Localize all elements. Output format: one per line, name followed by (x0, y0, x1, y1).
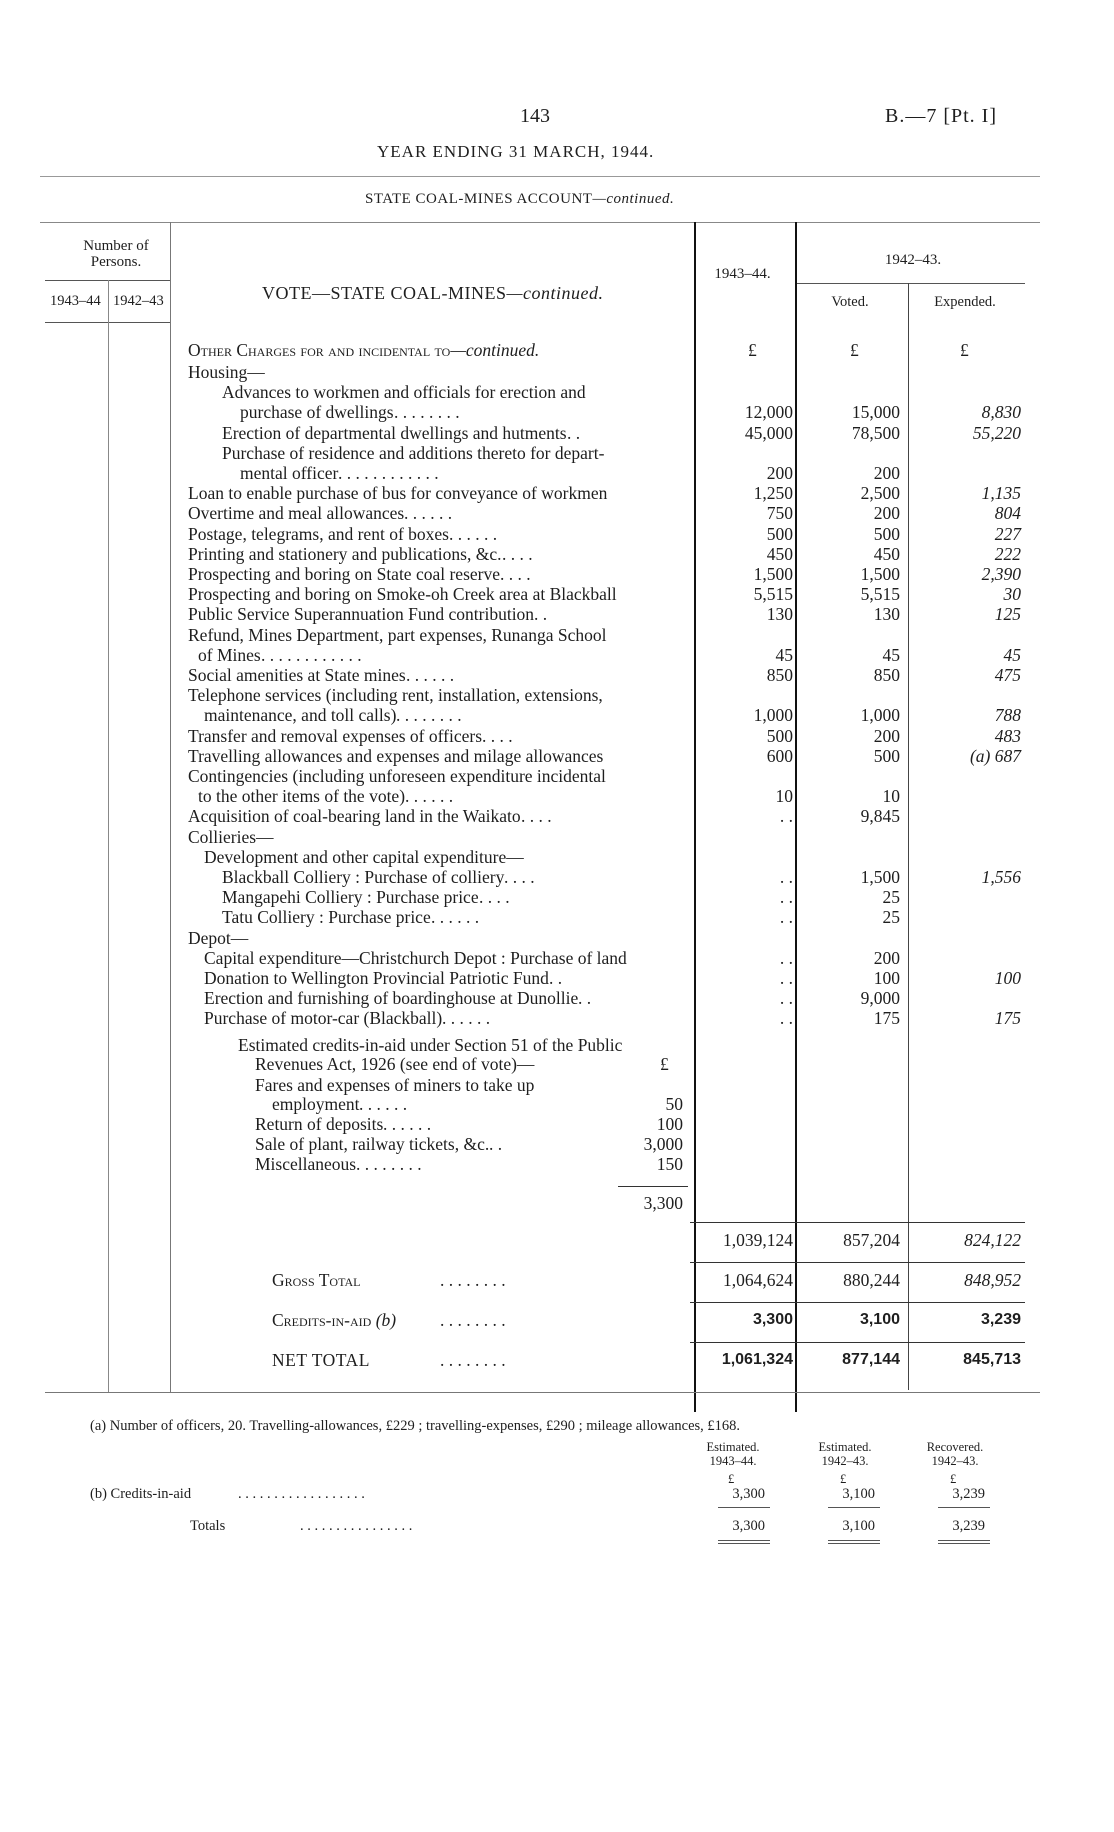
item-description: Social amenities at State mines (188, 665, 406, 685)
amount-1943: 850 (766, 665, 793, 685)
amount-voted: 200 (873, 947, 900, 968)
fn-row-b-1: 3,300 (732, 1486, 765, 1502)
item-leader-dots: . . . . . . (442, 1008, 491, 1029)
item-leader-dots: . . . . (521, 806, 552, 827)
item-leader-dots: . . . . . . (405, 786, 454, 807)
amount-1943: . . (779, 907, 793, 928)
table-row (0, 665, 1114, 685)
amount-1943: . . (779, 887, 793, 908)
item-description: Housing— (188, 362, 265, 382)
item-description: Contingencies (including unforeseen expenditure incidental (188, 766, 606, 786)
fn-dbl-rule-3b (938, 1543, 990, 1544)
fn-currency-2: £ (840, 1472, 847, 1486)
table-row (0, 625, 1114, 645)
net-total-row (0, 1350, 1114, 1370)
fn-row-totals-1: 3,300 (732, 1518, 765, 1534)
credits-in-aid-row (0, 1310, 1114, 1330)
fn-header-1 (688, 1440, 778, 1468)
amount-1943: 600 (766, 745, 793, 766)
fn-currency-1: £ (728, 1472, 735, 1486)
credits-intro-1: Estimated credits-in-aid under Section 51 of the Public (238, 1035, 623, 1055)
amount-voted: 850 (873, 665, 900, 685)
item-description: Capital expenditure—Christchurch Depot : Purchase of land (204, 947, 627, 968)
amount-1943: . . (779, 988, 793, 1009)
amount-expended: 30 (1003, 584, 1021, 605)
amount-voted: 2,500 (860, 483, 900, 504)
fn-dbl-rule-2a (828, 1540, 880, 1541)
amount-1943: . . (779, 947, 793, 968)
item-leader-dots: . . (567, 422, 581, 443)
amount-expended: 2,390 (981, 564, 1021, 584)
credits-rule (690, 1302, 1025, 1303)
vote-title (262, 283, 604, 304)
item-description: Transfer and removal expenses of officers (188, 725, 483, 746)
table-row (0, 746, 1114, 766)
amount-1943: 1,250 (753, 483, 793, 504)
amount-expended: 45 (1003, 644, 1021, 665)
amount-expended: 483 (994, 725, 1021, 746)
item-description: Donation to Wellington Provincial Patriotic Fund (204, 968, 549, 988)
amount-1943: 10 (775, 786, 793, 807)
subtotal-1943: 1,039,124 (723, 1230, 793, 1250)
item-description: Advances to workmen and officials for erection and (222, 382, 586, 403)
amount-expended: 125 (994, 604, 1021, 625)
item-description: of Mines (198, 644, 261, 665)
gross-total-dots: . . . . . . . . (440, 1270, 506, 1290)
item-leader-dots: . . (578, 988, 592, 1009)
item-description: maintenance, and toll calls) (204, 705, 397, 726)
fn-dbl-rule-2b (828, 1543, 880, 1544)
item-leader-dots: . . . . . . . . (396, 705, 462, 726)
amount-1943: 45 (775, 644, 793, 665)
item-description: Collieries— (188, 826, 274, 847)
table-top-rule (40, 222, 1040, 223)
amount-voted: 10 (882, 786, 900, 807)
fn-header-1-l1: Estimated. (706, 1440, 760, 1454)
amount-expended: 788 (994, 705, 1021, 726)
fn-dbl-rule-3a (938, 1540, 990, 1541)
credit-item-label: Return of deposits (255, 1114, 384, 1134)
item-description: to the other items of the vote) (198, 786, 406, 807)
section-title-continued: —continued. (450, 340, 540, 360)
amount-expended: 227 (994, 523, 1021, 544)
item-description: Tatu Colliery : Purchase price (222, 907, 431, 928)
credit-item-dots: . . . . . . (383, 1114, 432, 1134)
col-header-voted: Voted. (831, 294, 869, 310)
table-row (0, 604, 1114, 624)
table-bottom-rule (45, 1392, 1040, 1393)
fn-header-2 (800, 1440, 890, 1468)
account-subheading (365, 191, 674, 208)
table-row (0, 544, 1114, 564)
item-description: Purchase of residence and additions thereto for depart- (222, 442, 605, 463)
amount-expended: 1,556 (981, 867, 1021, 887)
item-description: Acquisition of coal-bearing land in the Waikato (188, 806, 521, 827)
account-subheading-continued: —continued. (592, 191, 675, 207)
item-leader-dots: . . . . (482, 725, 513, 746)
credit-item-label: Fares and expenses of miners to take up (255, 1075, 535, 1095)
section-title (188, 340, 539, 361)
item-description: Prospecting and boring on State coal reserve (188, 564, 500, 584)
subtotal-row (0, 1230, 1114, 1250)
amount-expended: 804 (994, 503, 1021, 524)
net-total-label: NET TOTAL (272, 1350, 370, 1370)
item-leader-dots: . . . . . . . . (394, 402, 460, 423)
item-description: Mangapehi Colliery : Purchase price (222, 887, 479, 908)
credit-item-value: 50 (665, 1094, 683, 1114)
item-description: Postage, telegrams, and rent of boxes (188, 523, 449, 544)
table-row (0, 382, 1114, 402)
item-description: Overtime and meal allowances (188, 503, 405, 524)
amount-voted: 15,000 (851, 402, 900, 423)
net-total-dots: . . . . . . . . (440, 1350, 506, 1370)
credits-intro-currency: £ (660, 1054, 669, 1074)
credit-item-value: 150 (656, 1154, 683, 1174)
credits-in-aid-expended: 3,239 (980, 1311, 1021, 1328)
amount-1943: 500 (766, 725, 793, 746)
table-row (0, 463, 1114, 483)
currency-voted: £ (850, 340, 859, 360)
amount-expended: 175 (994, 1008, 1021, 1029)
amount-1943: . . (779, 1008, 793, 1029)
gross-total-expended: 848,952 (964, 1270, 1021, 1290)
amount-voted: 9,000 (860, 988, 900, 1009)
currency-expended: £ (960, 340, 969, 360)
item-description: mental officer (240, 463, 339, 483)
item-description: Telephone services (including rent, installation, extensions, (188, 685, 603, 706)
item-description: Loan to enable purchase of bus for conveyance of workmen (188, 483, 608, 504)
page-number: 143 (520, 105, 550, 127)
amount-voted: 130 (873, 604, 900, 625)
table-row (0, 564, 1114, 584)
page-heading: YEAR ENDING 31 MARCH, 1944. (377, 142, 655, 161)
fn-row-totals-label: Totals (190, 1518, 226, 1534)
amount-1943: . . (779, 867, 793, 887)
fn-header-3 (910, 1440, 1000, 1468)
item-description: Development and other capital expenditure— (204, 846, 524, 867)
item-leader-dots: . . (534, 604, 548, 625)
table-row (0, 705, 1114, 725)
amount-1943: 1,500 (753, 564, 793, 584)
amount-1943: 12,000 (744, 402, 793, 423)
col-header-1942: 1942–43. (884, 252, 942, 268)
credits-in-aid-1943: 3,300 (752, 1311, 793, 1328)
item-leader-dots: . . . . (479, 887, 510, 908)
table-row (0, 847, 1114, 867)
table-row (0, 887, 1114, 907)
item-leader-dots: . . (549, 968, 563, 988)
item-description: Erection of departmental dwellings and hutments (222, 422, 567, 443)
gross-total-1943: 1,064,624 (723, 1270, 793, 1290)
item-leader-dots: . . . . (502, 543, 533, 564)
amount-expended: (a) 687 (969, 745, 1021, 766)
credit-item-dots: . . . . . . (359, 1094, 408, 1114)
table-row (0, 685, 1114, 705)
item-description: Blackball Colliery : Purchase of colliery (222, 867, 505, 887)
fn-row-b-2: 3,100 (842, 1486, 875, 1502)
fn-row-b-3: 3,239 (952, 1486, 985, 1502)
fn-rule-1 (718, 1507, 770, 1508)
fn-header-1-l2: 1943–44. (709, 1454, 757, 1468)
amount-expended: 8,830 (981, 402, 1021, 423)
credit-item-label: Sale of plant, railway tickets, &c. (255, 1134, 490, 1154)
amount-voted: 5,515 (860, 584, 900, 605)
section-title-text: Other Charges for and incidental to (188, 340, 451, 360)
fn-header-2-l2: 1942–43. (821, 1454, 869, 1468)
credit-item-dots: . . . . . . . . (356, 1154, 422, 1174)
document-reference: B.—7 [Pt. I] (885, 105, 997, 127)
table-row (0, 948, 1114, 968)
amount-expended: 475 (994, 665, 1021, 685)
table-row (0, 867, 1114, 887)
amount-1943: . . (779, 806, 793, 827)
table-row (0, 726, 1114, 746)
persons-header: Number of Persons. (83, 238, 149, 270)
currency-1943: £ (748, 340, 757, 360)
amount-voted: 1,500 (860, 564, 900, 584)
credit-item-value: 3,000 (643, 1134, 683, 1154)
item-leader-dots: . . . . (504, 867, 535, 887)
amount-voted: 500 (873, 523, 900, 544)
credits-in-aid-voted: 3,100 (859, 1311, 900, 1328)
item-description: purchase of dwellings (240, 402, 394, 423)
vote-title-continued: —continued. (506, 283, 604, 303)
fn-row-totals-3: 3,239 (952, 1518, 985, 1534)
net-total-expended: 845,713 (963, 1351, 1021, 1368)
heading-rule (40, 176, 1040, 177)
fn-header-3-l2: 1942–43. (931, 1454, 979, 1468)
table-row (0, 645, 1114, 665)
fn-header-2-l1: Estimated. (818, 1440, 872, 1454)
credits-total: 3,300 (643, 1193, 683, 1213)
amount-voted: 200 (873, 463, 900, 483)
table-row (0, 443, 1114, 463)
table-row (0, 423, 1114, 443)
item-description: Depot— (188, 927, 249, 948)
item-leader-dots: . . . . . . (404, 503, 453, 524)
amount-1943: . . (779, 968, 793, 988)
amount-expended: 222 (994, 543, 1021, 564)
item-description: Public Service Superannuation Fund contribution (188, 604, 535, 625)
amount-voted: 200 (873, 725, 900, 746)
table-row (0, 584, 1114, 604)
amount-voted: 9,845 (860, 806, 900, 827)
credits-in-aid-dots: . . . . . . . . (440, 1310, 506, 1330)
amount-voted: 100 (873, 968, 900, 988)
item-description: Prospecting and boring on Smoke-oh Creek area at Blackball (188, 584, 617, 605)
item-leader-dots: . . . . . . (449, 523, 498, 544)
credits-intro-2: Revenues Act, 1926 (see end of vote)— (255, 1054, 535, 1074)
col-header-expended: Expended. (934, 294, 996, 310)
amount-1943: 45,000 (744, 422, 793, 443)
amount-1943: 200 (766, 463, 793, 483)
item-description: Travelling allowances and expenses and milage allowances (188, 745, 604, 766)
fn-row-totals-2: 3,100 (842, 1518, 875, 1534)
amount-voted: 78,500 (851, 422, 900, 443)
subtotal-rule (690, 1222, 1025, 1223)
gross-total-row (0, 1270, 1114, 1290)
item-leader-dots: . . . . . . . . . . . . (338, 463, 439, 483)
amount-1943: 500 (766, 523, 793, 544)
footnote-a: (a) Number of officers, 20. Travelling-allowances, £229 ; travelling-expenses, £290 ; mileage allowances, £168. (90, 1418, 741, 1434)
table-row (0, 503, 1114, 523)
fn-rule-3 (938, 1507, 990, 1508)
fn-header-3-l1: Recovered. (926, 1440, 984, 1454)
fn-row-totals-dots: . . . . . . . . . . . . . . . . (300, 1518, 413, 1534)
amount-voted: 200 (873, 503, 900, 524)
amount-voted: 500 (873, 745, 900, 766)
amount-voted: 1,500 (860, 867, 900, 887)
item-leader-dots: . . . . . . (431, 907, 480, 928)
amount-1943: 1,000 (753, 705, 793, 726)
table-row (0, 402, 1114, 422)
amount-expended: 100 (994, 968, 1021, 988)
fn-row-b-dots: . . . . . . . . . . . . . . . . . . (238, 1486, 365, 1502)
amount-1943: 750 (766, 503, 793, 524)
table-row (0, 786, 1114, 806)
amount-voted: 45 (882, 644, 900, 665)
amount-voted: 175 (873, 1008, 900, 1029)
amount-1943: 5,515 (753, 584, 793, 605)
table-row (0, 988, 1114, 1008)
credits-in-aid-mark: (b) (375, 1310, 397, 1330)
item-leader-dots: . . . . . . . . . . . . (261, 644, 362, 665)
gross-total-label: Gross Total (272, 1270, 361, 1290)
item-description: Refund, Mines Department, part expenses, Runanga School (188, 624, 607, 645)
amount-expended: 55,220 (972, 422, 1021, 443)
fn-dbl-rule-1b (718, 1543, 770, 1544)
col-header-1942-rule (795, 283, 1025, 284)
persons-col-1943: 1943–44 (50, 293, 101, 309)
credit-item-label: Miscellaneous (255, 1154, 357, 1174)
fn-row-b-label: (b) Credits-in-aid (90, 1486, 192, 1502)
subtotal-voted: 857,204 (843, 1230, 900, 1250)
vote-title-text: VOTE—STATE COAL-MINES (262, 283, 507, 303)
net-rule (690, 1342, 1025, 1343)
fn-dbl-rule-1a (718, 1540, 770, 1541)
amount-voted: 25 (882, 907, 900, 928)
amount-voted: 450 (873, 543, 900, 564)
table-row (0, 524, 1114, 544)
item-description: Printing and stationery and publications, &c. (188, 543, 502, 564)
credits-total-rule (618, 1186, 688, 1187)
account-subheading-text: STATE COAL-MINES ACCOUNT (365, 191, 593, 207)
persons-col-1942: 1942–43 (113, 293, 164, 309)
subtotal-expended: 824,122 (964, 1230, 1021, 1250)
net-total-1943: 1,061,324 (721, 1351, 793, 1368)
gross-rule (690, 1262, 1025, 1263)
table-row (0, 928, 1114, 948)
table-row (0, 968, 1114, 988)
credit-item-label-cont: employment (272, 1094, 360, 1114)
amount-voted: 25 (882, 887, 900, 908)
table-row (0, 806, 1114, 826)
net-total-voted: 877,144 (842, 1351, 900, 1368)
table-row (0, 1008, 1114, 1028)
credits-in-aid-label: Credits-in-aid (272, 1310, 372, 1330)
item-description: Erection and furnishing of boardinghouse at Dunollie (204, 988, 579, 1009)
item-description: Purchase of motor-car (Blackball) (204, 1008, 443, 1029)
fn-currency-3: £ (950, 1472, 957, 1486)
amount-expended: 1,135 (981, 483, 1021, 504)
col-header-1943: 1943–44. (714, 266, 771, 282)
table-row (0, 907, 1114, 927)
item-leader-dots: . . . . (500, 564, 531, 584)
item-leader-dots: . . . . . . (406, 665, 455, 685)
fn-rule-2 (828, 1507, 880, 1508)
credit-item-dots: . . (489, 1134, 503, 1154)
table-row (0, 362, 1114, 382)
amount-voted: 1,000 (860, 705, 900, 726)
amount-1943: 130 (766, 604, 793, 625)
table-row (0, 827, 1114, 847)
table-row (0, 766, 1114, 786)
table-row (0, 483, 1114, 503)
credit-item-value: 100 (656, 1114, 683, 1134)
gross-total-voted: 880,244 (843, 1270, 900, 1290)
credits-in-aid-label-group (272, 1310, 396, 1330)
amount-1943: 450 (766, 543, 793, 564)
